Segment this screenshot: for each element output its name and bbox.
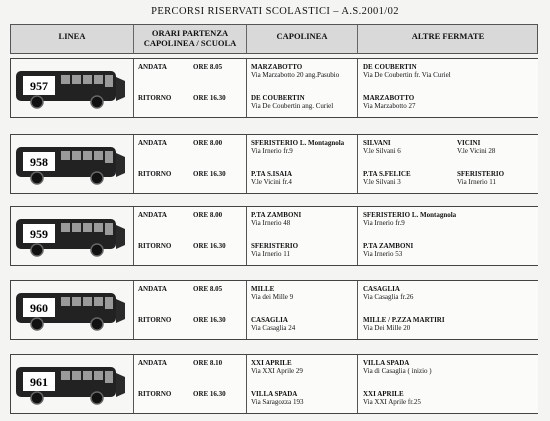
capolinea-ritorno-name: P.TA S.ISAIA xyxy=(251,170,293,178)
ritorno-time: ORE 16.30 xyxy=(193,390,226,398)
fermata1-andata-address: Via Casaglia fr.26 xyxy=(363,293,414,301)
capolinea-andata-name: MARZABOTTO xyxy=(251,63,303,71)
capolinea-ritorno-name: SFERISTERIO xyxy=(251,242,299,250)
andata-label: ANDATA xyxy=(138,139,167,147)
andata-label: ANDATA xyxy=(138,63,167,71)
fermata1-ritorno-address: Via XXI Aprile fr.25 xyxy=(363,398,421,406)
page-title: PERCORSI RISERVATI SCOLASTICI – A.S.2001/02 xyxy=(151,6,399,17)
capolinea-andata-address: Via Marzabotto 20 ang.Pasubio xyxy=(251,71,340,79)
fermata1-ritorno-address: Via Marzabotto 27 xyxy=(363,102,416,110)
fermata1-ritorno-address: Via Irnerio 53 xyxy=(363,250,403,258)
fermata1-andata-address: Via Irnerio fr.9 xyxy=(363,219,405,227)
ritorno-label: RITORNO xyxy=(138,316,172,324)
capolinea-andata-name: XXI APRILE xyxy=(251,359,292,367)
capolinea-ritorno-name: VILLA SPADA xyxy=(251,390,298,398)
ritorno-label: RITORNO xyxy=(138,242,172,250)
capolinea-ritorno-address: Via Casaglia 24 xyxy=(251,324,296,332)
fermata1-ritorno-name: MARZABOTTO xyxy=(363,94,415,102)
ritorno-time: ORE 16.30 xyxy=(193,242,226,250)
header-orari-line1: ORARI PARTENZA xyxy=(151,28,229,38)
fermata1-ritorno-name: MILLE / P.ZZA MARTIRI xyxy=(363,316,445,324)
ritorno-time: ORE 16.30 xyxy=(193,316,226,324)
ritorno-label: RITORNO xyxy=(138,94,172,102)
route-row xyxy=(10,134,538,194)
ritorno-time: ORE 16.30 xyxy=(193,94,226,102)
capolinea-ritorno-address: Via Saragozza 193 xyxy=(251,398,304,406)
fermata1-ritorno-address: Via Dei Mille 20 xyxy=(363,324,411,332)
fermata2-andata-name: VICINI xyxy=(457,139,481,147)
line-number: 957 xyxy=(30,79,48,93)
line-number: 960 xyxy=(30,301,48,315)
capolinea-andata-name: P.TA ZAMBONI xyxy=(251,211,302,219)
andata-time: ORE 8.10 xyxy=(193,359,223,367)
header-altre-fermate: ALTRE FERMATE xyxy=(411,31,485,41)
bus-icon xyxy=(15,67,127,109)
capolinea-ritorno-name: CASAGLIA xyxy=(251,316,288,324)
ritorno-label: RITORNO xyxy=(138,170,172,178)
line-number: 961 xyxy=(30,375,48,389)
capolinea-andata-address: Via Irnerio fr.9 xyxy=(251,147,293,155)
fermata1-andata-name: SFERISTERIO L. Montagnola xyxy=(363,211,457,219)
fermata1-ritorno-name: P.TA S.FELICE xyxy=(363,170,411,178)
bus-icon xyxy=(15,289,127,331)
andata-time: ORE 8.05 xyxy=(193,285,223,293)
fermata1-andata-address: Via De Coubertin fr. Via Curiel xyxy=(363,71,451,79)
bus-icon xyxy=(15,143,127,185)
capolinea-ritorno-address: Via De Coubertin ang. Curiel xyxy=(251,102,334,110)
bus-icon xyxy=(15,215,127,257)
ritorno-label: RITORNO xyxy=(138,390,172,398)
andata-time: ORE 8.00 xyxy=(193,139,223,147)
header-linea: LINEA xyxy=(58,31,86,41)
route-row xyxy=(10,58,538,118)
fermata2-ritorno-name: SFERISTERIO xyxy=(457,170,505,178)
fermata1-andata-name: CASAGLIA xyxy=(363,285,400,293)
andata-time: ORE 8.00 xyxy=(193,211,223,219)
header-orari-line2: CAPOLINEA / SCUOLA xyxy=(143,38,237,48)
fermata1-andata-name: DE COUBERTIN xyxy=(363,63,417,71)
fermata1-andata-name: VILLA SPADA xyxy=(363,359,410,367)
capolinea-andata-address: Via XXI Aprile 29 xyxy=(251,367,303,375)
fermata2-ritorno-address: Via Irnerio 11 xyxy=(457,178,496,186)
capolinea-ritorno-name: DE COUBERTIN xyxy=(251,94,305,102)
bus-icon xyxy=(15,363,127,405)
header-orari xyxy=(134,25,246,53)
line-number: 958 xyxy=(30,155,48,169)
route-row xyxy=(10,280,538,340)
fermata1-andata-name: SILVANI xyxy=(363,139,391,147)
andata-label: ANDATA xyxy=(138,211,167,219)
fermata2-andata-address: V.le Vicini 28 xyxy=(457,147,496,155)
andata-time: ORE 8.05 xyxy=(193,63,223,71)
capolinea-andata-name: MILLE xyxy=(251,285,275,293)
capolinea-ritorno-address: Via Irnerio 11 xyxy=(251,250,290,258)
table-header xyxy=(10,24,538,54)
fermata1-ritorno-name: P.TA ZAMBONI xyxy=(363,242,414,250)
ritorno-time: ORE 16.30 xyxy=(193,170,226,178)
line-number: 959 xyxy=(30,227,48,241)
route-row xyxy=(10,354,538,414)
fermata1-andata-address: Via di Casaglia ( inizio ) xyxy=(363,367,432,375)
andata-label: ANDATA xyxy=(138,285,167,293)
capolinea-andata-address: Via Irnerio 48 xyxy=(251,219,291,227)
capolinea-andata-address: Via dei Mille 9 xyxy=(251,293,294,301)
capolinea-ritorno-address: V.le Vicini fr.4 xyxy=(251,178,292,186)
andata-label: ANDATA xyxy=(138,359,167,367)
capolinea-andata-name: SFERISTERIO L. Montagnola xyxy=(251,139,345,147)
route-row xyxy=(10,206,538,266)
fermata1-andata-address: V.le Silvani 6 xyxy=(363,147,401,155)
header-capolinea: CAPOLINEA xyxy=(276,31,328,41)
fermata1-ritorno-address: V.le Silvani 3 xyxy=(363,178,401,186)
fermata1-ritorno-name: XXI APRILE xyxy=(363,390,404,398)
